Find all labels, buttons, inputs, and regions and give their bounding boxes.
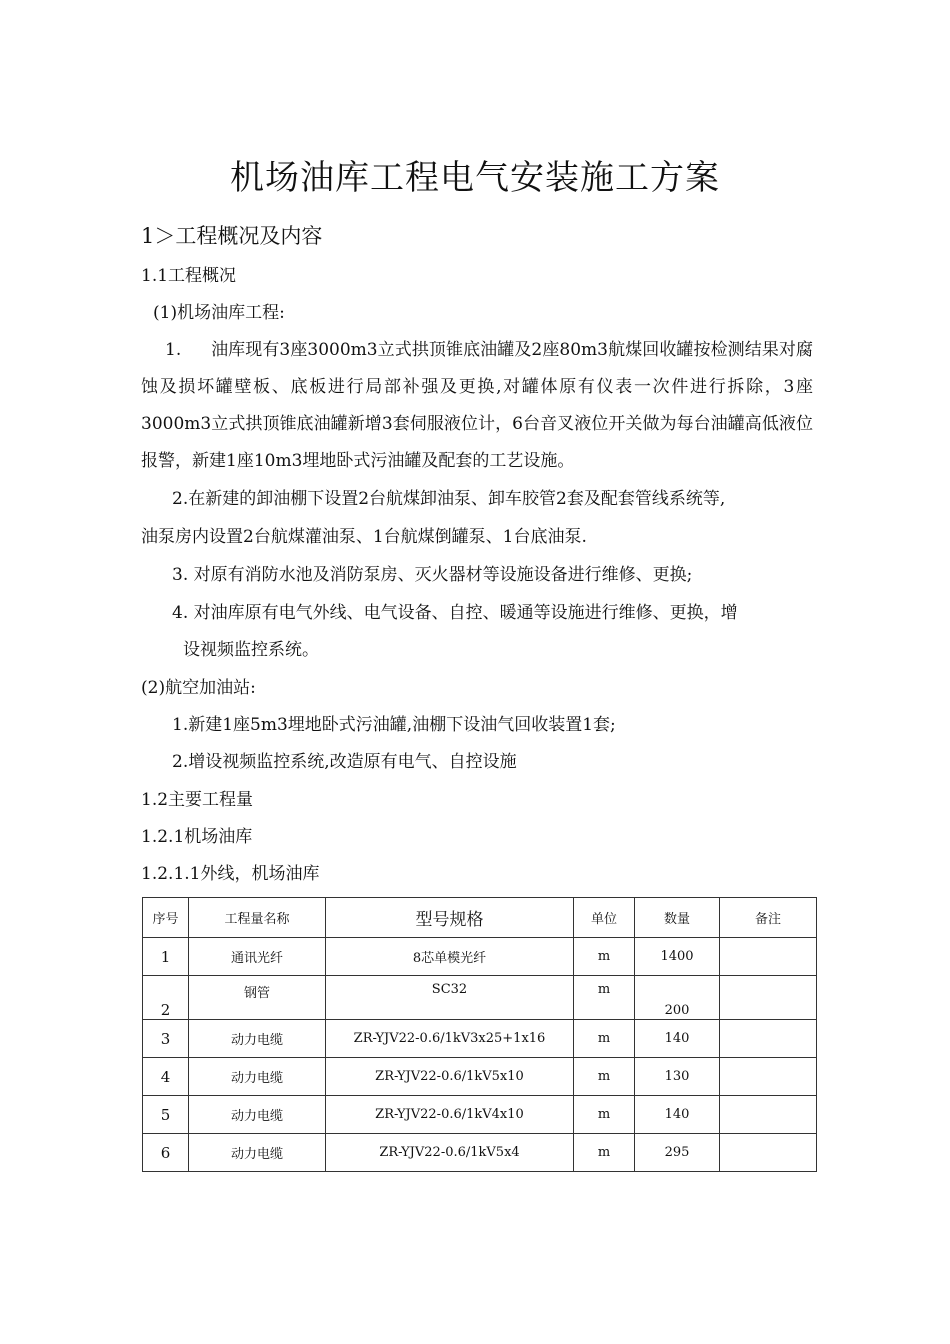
cell-remark	[720, 1096, 817, 1134]
list-item-text: 4. 对油库原有电气外线、电气设备、自控、暖通等设施进行维修、更换，增	[172, 603, 738, 623]
subsection-heading: 1.1工程概况	[141, 266, 237, 286]
subsection-label: (2)航空加油站:	[141, 678, 256, 698]
table-row	[143, 1096, 817, 1134]
page-title: 机场油库工程电气安装施工方案	[230, 158, 720, 198]
list-item-number: 1.	[165, 340, 182, 360]
cell-spec: ZR-YJV22-0.6/1kV3x25+1x16	[326, 1020, 574, 1058]
table-row	[143, 1020, 817, 1058]
header-unit: 单位	[574, 898, 635, 938]
cell-unit: m	[574, 938, 635, 976]
cell-remark	[720, 976, 817, 1020]
cell-index: 3	[143, 1020, 189, 1058]
cell-item-name: 动力电缆	[189, 1134, 326, 1172]
cell-remark	[720, 938, 817, 976]
cell-quantity: 200	[635, 976, 720, 1020]
list-item-text: 2.增设视频监控系统,改造原有电气、自控设施	[172, 752, 517, 772]
table-row	[143, 976, 817, 1020]
cell-remark	[720, 1134, 817, 1172]
list-item-text: 1.新建1座5m3埋地卧式污油罐,油棚下设油气回收装置1套;	[172, 715, 616, 735]
list-item-text: 油库现有3座3000m3立式拱顶锥底油罐及2座80m3航煤回收罐按检测结果对腐蚀及损坏罐壁板、底板进行局部补强及更换,对罐体原有仪表一次件进行拆除，3座3000m3立式拱顶锥底油罐新增3套伺服液位计，6台音叉液位开关做为每台油罐高低液位报警，新建1座10m3埋地卧式污油罐及配套的工艺设施。	[141, 340, 813, 471]
section-heading: 1＞工程概况及内容	[141, 224, 323, 248]
cell-index: 1	[143, 938, 189, 976]
quantity-table	[142, 897, 817, 1172]
table-row	[143, 938, 817, 976]
cell-item-name: 动力电缆	[189, 1058, 326, 1096]
cell-spec: ZR-YJV22-0.6/1kV4x10	[326, 1096, 574, 1134]
list-item-text: 设视频监控系统。	[183, 640, 319, 660]
header-index: 序号	[143, 898, 189, 938]
cell-unit: m	[574, 1058, 635, 1096]
cell-item-name: 动力电缆	[189, 1096, 326, 1134]
cell-unit: m	[574, 1096, 635, 1134]
cell-remark	[720, 1020, 817, 1058]
list-item-paragraph	[141, 332, 813, 480]
cell-quantity: 295	[635, 1134, 720, 1172]
subsection-heading: 1.2主要工程量	[141, 790, 254, 810]
subsection-heading: 1.2.1机场油库	[141, 827, 253, 847]
cell-index: 6	[143, 1134, 189, 1172]
header-quantity: 数量	[635, 898, 720, 938]
cell-quantity: 130	[635, 1058, 720, 1096]
header-item-name: 工程量名称	[189, 898, 326, 938]
cell-spec: ZR-YJV22-0.6/1kV5x10	[326, 1058, 574, 1096]
cell-unit: m	[574, 976, 635, 1020]
cell-quantity: 1400	[635, 938, 720, 976]
table-row	[143, 1134, 817, 1172]
list-item-text: 油泵房内设置2台航煤灌油泵、1台航煤倒罐泵、1台底油泵.	[141, 527, 587, 547]
cell-item-name: 钢管	[189, 976, 326, 1020]
header-spec: 型号规格	[326, 898, 574, 938]
header-remark: 备注	[720, 898, 817, 938]
cell-spec: SC32	[326, 976, 574, 1020]
cell-spec: 8芯单模光纤	[326, 938, 574, 976]
cell-spec: ZR-YJV22-0.6/1kV5x4	[326, 1134, 574, 1172]
cell-index: 5	[143, 1096, 189, 1134]
table-row	[143, 1058, 817, 1096]
cell-index: 4	[143, 1058, 189, 1096]
list-item-text: 2.在新建的卸油棚下设置2台航煤卸油泵、卸车胶管2套及配套管线系统等,	[172, 489, 726, 509]
cell-item-name: 动力电缆	[189, 1020, 326, 1058]
table-header-row	[143, 898, 817, 938]
subsection-label: (1)机场油库工程:	[153, 303, 285, 323]
cell-unit: m	[574, 1020, 635, 1058]
cell-quantity: 140	[635, 1096, 720, 1134]
table-caption: 1.2.1.1外线，机场油库	[141, 864, 320, 884]
list-item-text: 3. 对原有消防水池及消防泵房、灭火器材等设施设备进行维修、更换;	[172, 565, 693, 585]
cell-quantity: 140	[635, 1020, 720, 1058]
cell-item-name: 通讯光纤	[189, 938, 326, 976]
cell-remark	[720, 1058, 817, 1096]
cell-index: 2	[143, 976, 189, 1020]
cell-unit: m	[574, 1134, 635, 1172]
